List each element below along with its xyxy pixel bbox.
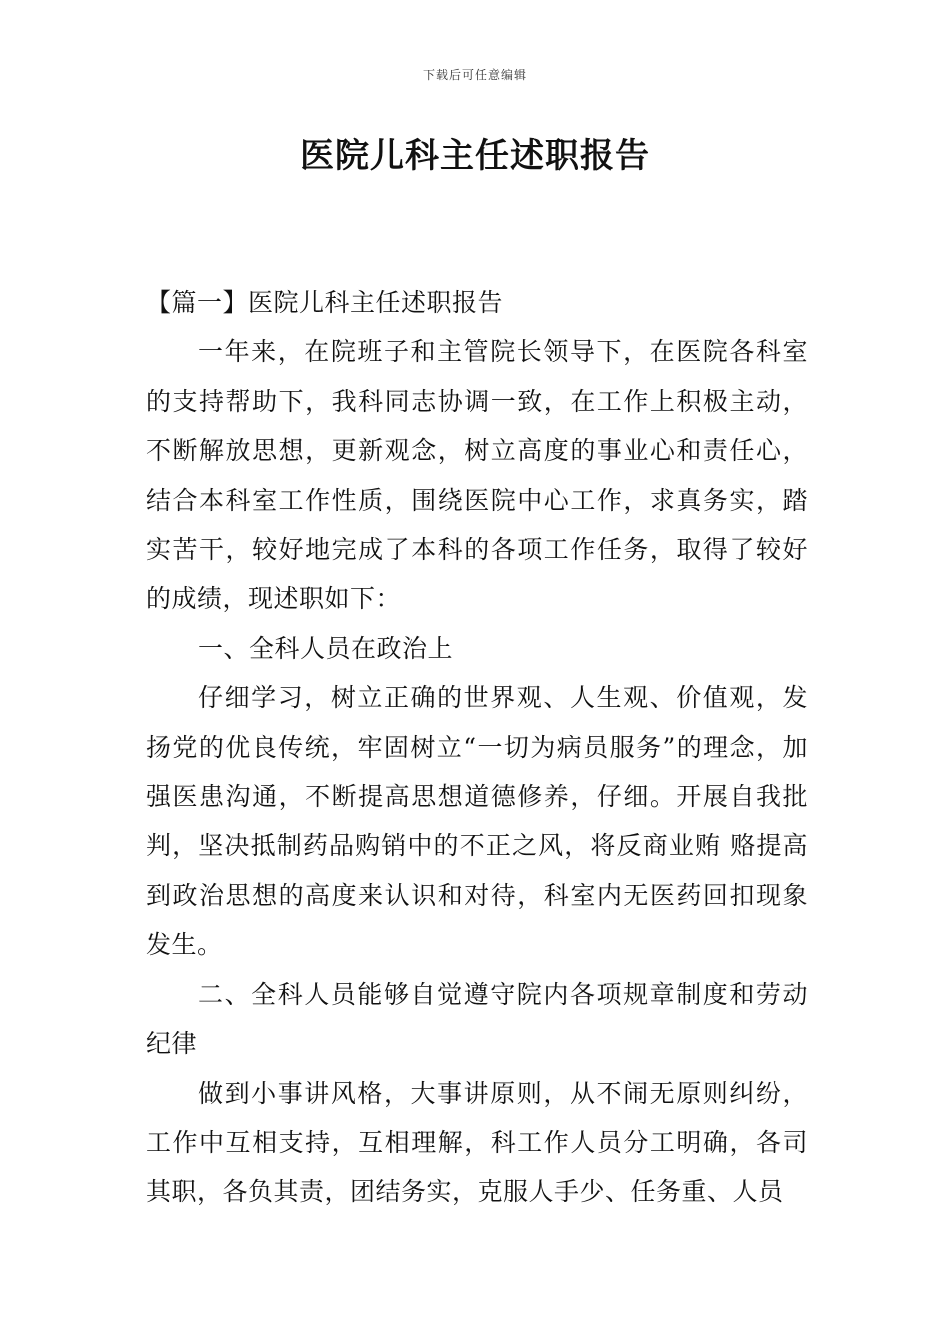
paragraph-political: 仔细学习，树立正确的世界观、人生观、价值观，发扬党的优良传统，牢固树立“一切为病员服务”的理念，加强医患沟通，不断提高思想道德修养，仔细。开展自我批判，坚决抵制药品购销中的不正之风，将反商业贿 赂提高到政治思想的高度来认识和对待，科室内无医药回扣现象发生。 [146,683,808,960]
paragraph-heading-two: 二、全科人员能够自觉遵守院内各项规章制度和劳动纪律 [146,979,808,1059]
section-heading: 【篇一】医院儿科主任述职报告 [146,288,504,317]
paragraph-heading-one: 一、全科人员在政治上 [198,633,454,663]
paragraph-discipline: 做到小事讲风格，大事讲原则，从不闹无原则纠纷，工作中互相支持，互相理解，科工作人员分工明确，各司其职，各负其责，团结务实，克服人手少、任务重、人员 [146,1078,808,1207]
document-title: 医院儿科主任述职报告 [300,136,650,176]
paragraph-intro: 一年来，在院班子和主管院长领导下，在医院各科室的支持帮助下，我科同志协调一致，在工作上积极主动，不断解放思想，更新观念，树立高度的事业心和责任心，结合本科室工作性质，围绕医院中心工作，求真务实，踏实苦干，较好地完成了本科的各项工作任务，取得了较好的成绩，现述职如下： [146,337,808,614]
document-body [146,278,808,1217]
header-note: 下载后可任意编辑 [422,68,527,82]
